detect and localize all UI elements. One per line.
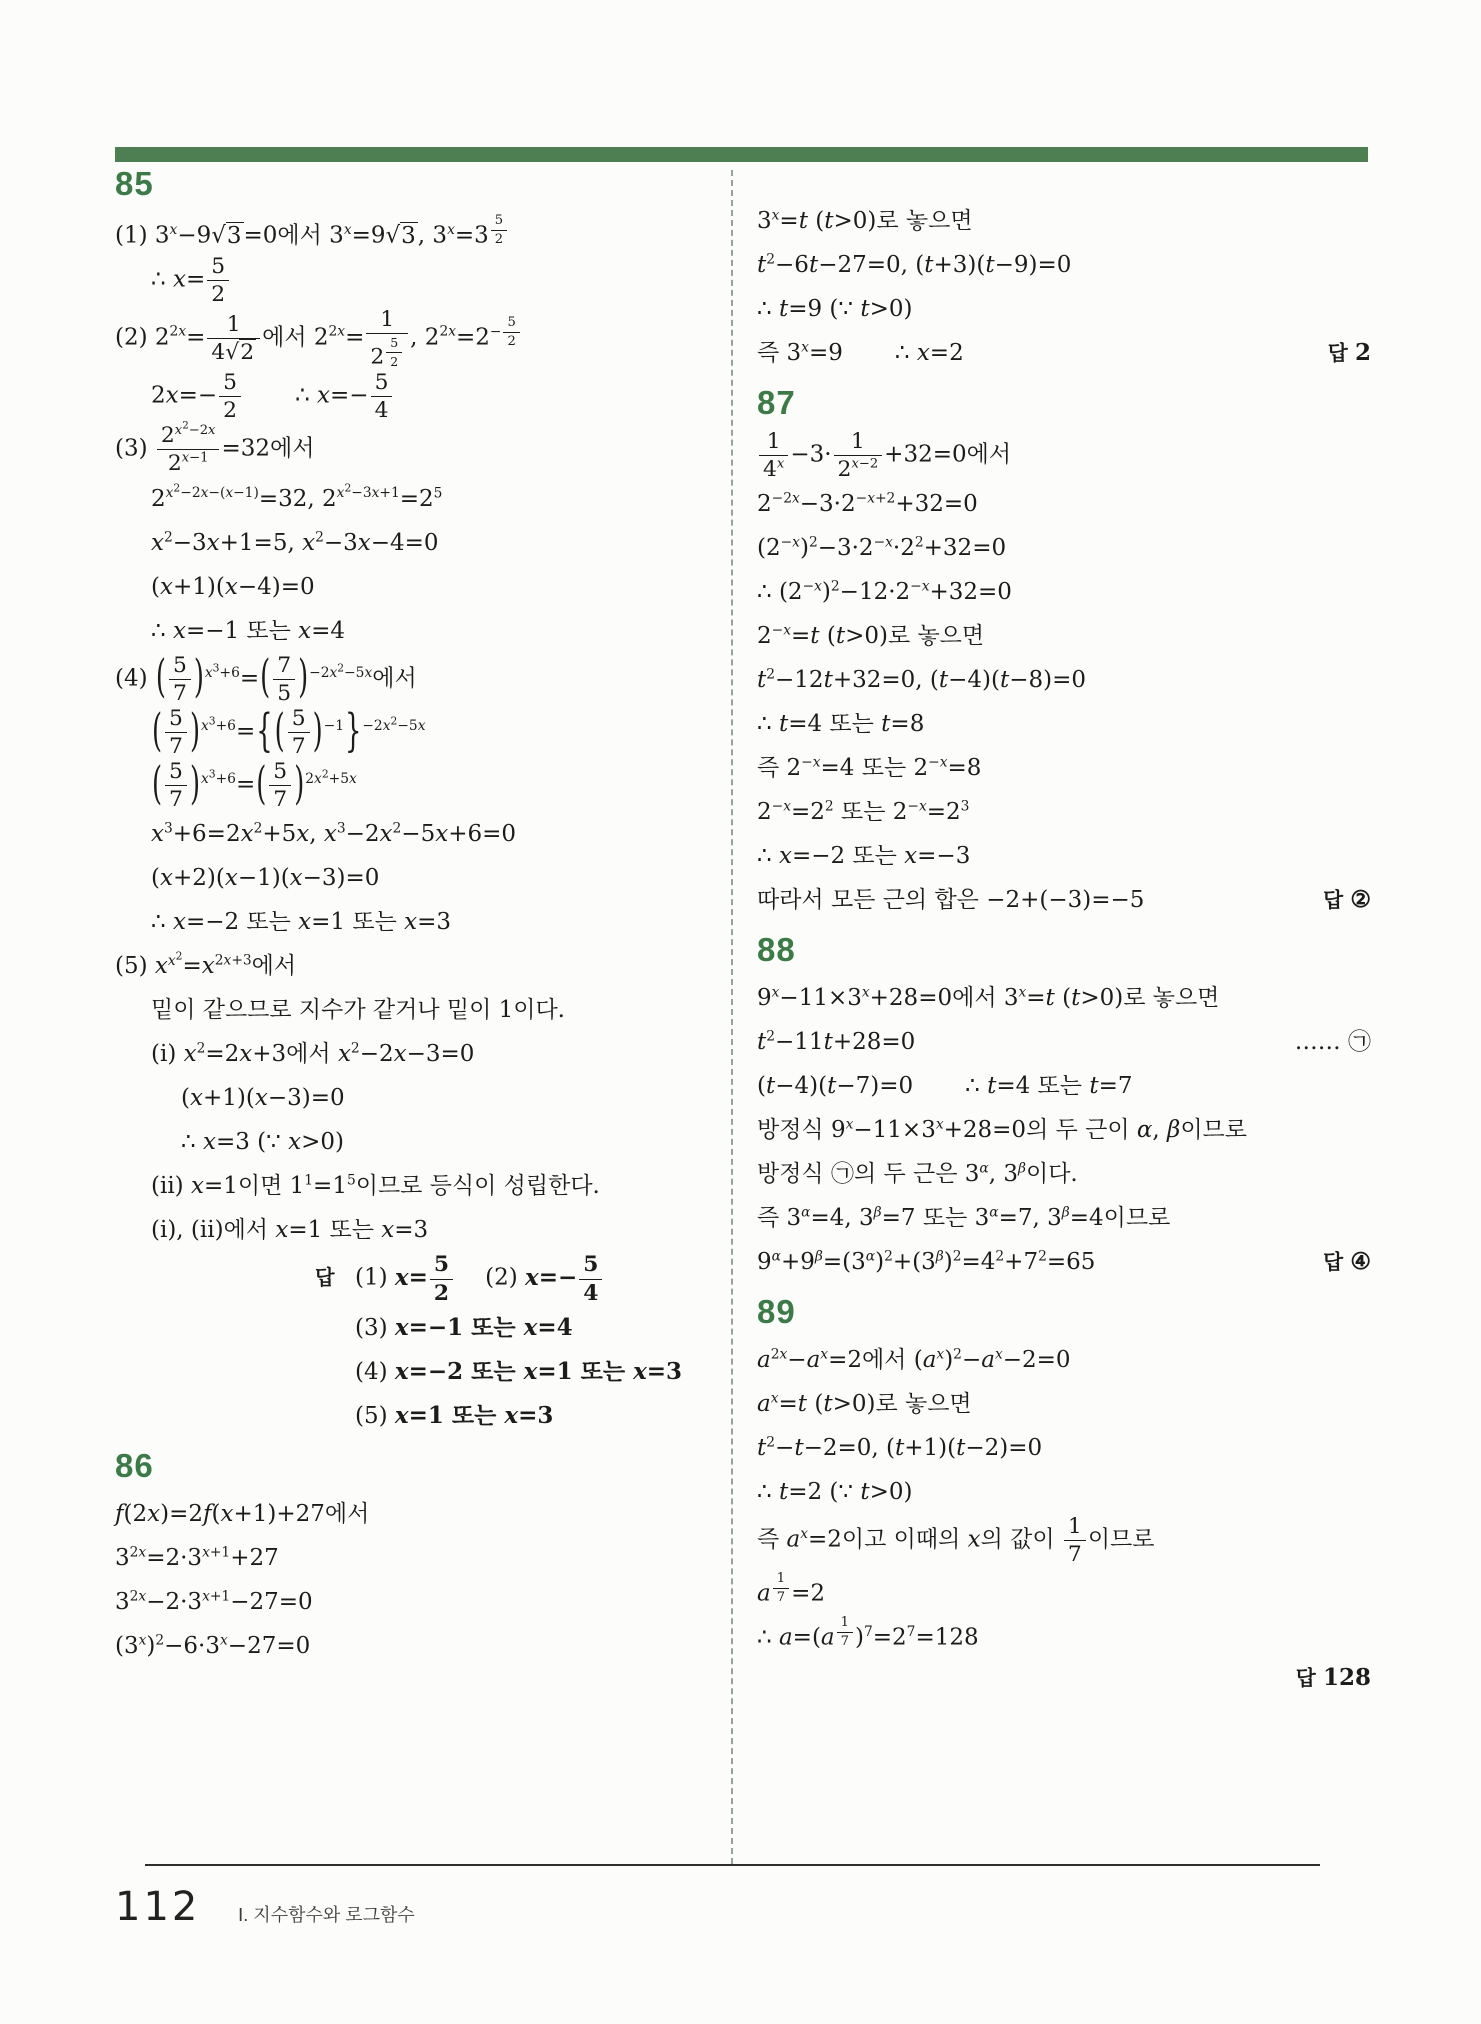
problem-number-87: 87 — [757, 384, 796, 421]
math-line — [115, 1209, 721, 1251]
math-line — [757, 1109, 1371, 1151]
math-line — [115, 371, 721, 422]
math-line — [757, 977, 1371, 1019]
math-expression: ∴ x= $\frac{5}{2}$ — [151, 255, 231, 306]
math-expression: 즉 $a^x=2$이고 이때의 x의 값이 $\frac{1}{7}$ 이므로 — [757, 1514, 1155, 1568]
math-line — [757, 527, 1371, 569]
math-expression: $2^{-x}=2^2$ 또는 $2^{-x}=2^3$ — [757, 798, 970, 826]
math-line — [757, 332, 1371, 374]
top-accent-bar — [115, 147, 1368, 162]
math-expression: (x+1)(x−3)=0 — [181, 1085, 345, 1112]
math-expression: 즉 $3^x=9$ ∴ x=2 — [757, 339, 964, 366]
math-line — [115, 1253, 721, 1304]
math-line — [757, 483, 1371, 525]
math-expression: $t^2-11t+28=0$ — [757, 1028, 916, 1056]
math-expression: (5) x=1 또는 x=3 — [355, 1401, 554, 1429]
answer-label: 답 — [1323, 1251, 1344, 1275]
math-expression: a $^{\frac{1}{7}}$ =2 — [757, 1570, 825, 1607]
math-line — [115, 1493, 721, 1535]
math-line — [115, 1165, 721, 1207]
math-expression: ∴ t=9 (∵ t>0) — [757, 295, 913, 322]
math-line — [115, 1395, 721, 1437]
math-expression: ∴ t=4 또는 t=8 — [757, 711, 925, 738]
problem-number-86: 86 — [115, 1446, 154, 1484]
math-expression: (3) x=−1 또는 x=4 — [355, 1313, 573, 1341]
math-line — [757, 879, 1371, 921]
math-expression: ∴ x=−1 또는 x=4 — [151, 617, 346, 644]
math-line — [115, 522, 721, 564]
math-expression: $(3^x)^2-6\cdot 3^x-27=0$ — [115, 1632, 311, 1659]
math-line — [115, 945, 721, 987]
math-line — [115, 478, 721, 520]
math-expression: (i), (ii)에서 x=1 또는 x=3 — [151, 1217, 429, 1244]
answer-badge: 답 2 — [1327, 338, 1371, 366]
math-expression: ( $\frac{5}{7}$ )$^{x^3+6}$=( $\frac{5}{7}$ )$^{2x^2+5x}$ — [152, 757, 357, 813]
math-expression: $3^{2x}=2\cdot 3^{x+1}+27$ — [115, 1544, 279, 1571]
math-expression: $\frac{1}{4^x}$ −3· $\frac{1}{2^{x-2}}$ +32=0에서 — [757, 430, 1011, 481]
math-line — [115, 211, 721, 253]
math-line — [115, 255, 721, 306]
math-line — [757, 835, 1371, 877]
math-line — [757, 791, 1371, 833]
math-line — [757, 1241, 1371, 1283]
math-expression: $a^x=t$ (t>0)로 놓으면 — [757, 1390, 972, 1418]
problem-number-88: 88 — [757, 931, 796, 969]
math-line — [757, 1065, 1371, 1107]
math-expression: $t^2-6t-27=0$, (t+3)(t−9)=0 — [757, 251, 1072, 278]
math-expression: ( $\frac{5}{7}$ )$^{x^3+6}$={( $\frac{5}{7}$ )$^{-1}$}$^{-2x^2-5x}$ — [152, 704, 426, 760]
math-line — [115, 857, 721, 899]
math-expression: 방정식 ㉠의 두 근은 $3^\alpha$, $3^\beta$이다. — [757, 1160, 1078, 1188]
math-line — [757, 1153, 1371, 1195]
math-line — [757, 1471, 1371, 1513]
page-number: 112 — [115, 1884, 201, 1930]
math-expression: ∴ t=2 (∵ t>0) — [757, 1479, 913, 1506]
math-line — [115, 1537, 721, 1579]
math-expression: 즉 $2^{-x}=4$ 또는 $2^{-x}=8$ — [757, 754, 982, 782]
math-expression: $3^x=t$ (t>0)로 놓으면 — [757, 207, 973, 234]
math-expression: $(2^{-x})^2-3\cdot 2^{-x}\cdot 2^2+32=0$ — [757, 534, 1007, 562]
math-expression: $2^{-2x}-3\cdot 2^{-x+2}+32=0$ — [757, 490, 978, 518]
answer-label: 답 — [1295, 1666, 1316, 1690]
math-expression: (2) $2^{2x}=$ $\frac{1}{4√2}$ 에서 $2^{2x}=$ 1 2 $^{\frac{5}{2}}$ , $2^{2x}=2^{- \frac{5}{2}}$ — [115, 308, 522, 369]
math-line — [115, 757, 721, 813]
math-line — [757, 747, 1371, 789]
math-line — [757, 430, 1371, 481]
math-line — [757, 1569, 1371, 1611]
math-expression: 즉 $3^\alpha=4$, $3^\beta=7$ 또는 $3^\alpha=7$, $3^\beta=4$이므로 — [757, 1204, 1171, 1232]
math-line — [757, 571, 1371, 613]
left-column — [115, 165, 721, 1669]
math-line — [757, 1021, 1371, 1063]
math-line — [115, 651, 721, 706]
math-line — [115, 1033, 721, 1075]
math-expression: f(2x)=2f(x+1)+27에서 — [115, 1500, 370, 1527]
math-expression: (x+2)(x−1)(x−3)=0 — [151, 865, 380, 892]
math-expression: (5) $x^{x^2}=x^{2x+3}$에서 — [115, 949, 297, 980]
answer-badge: 답 ④ — [1323, 1248, 1371, 1276]
reference-mark: …… ㉠ — [1294, 1029, 1371, 1056]
math-line — [757, 288, 1371, 330]
math-expression: ∴ $(2^{-x})^2-12\cdot 2^{-x}+32=0$ — [757, 578, 1012, 606]
right-column — [757, 200, 1371, 1701]
math-expression: $x^3+6=2x^2+5x$, $x^3-2x^2-5x+6=0$ — [151, 820, 516, 848]
column-divider — [731, 170, 733, 1864]
math-line — [757, 1515, 1371, 1566]
math-line — [115, 1581, 721, 1623]
math-expression: $9^x-11\times 3^x+28=0$에서 $3^x=t$ (t>0)로 놓으면 — [757, 984, 1220, 1012]
footer-rule — [145, 1864, 1320, 1866]
math-expression: $a^{2x}-a^x=2$에서 $(a^x)^2-a^x-2=0$ — [757, 1346, 1071, 1374]
math-line — [757, 615, 1371, 657]
math-line — [757, 1383, 1371, 1425]
math-line — [115, 1307, 721, 1349]
math-expression: (4) ( $\frac{5}{7}$ )$^{x^3+6}$=( $\frac{7}{5}$ )$^{-2x^2-5x}$에서 — [115, 651, 417, 706]
math-line — [115, 308, 721, 369]
math-line — [757, 1197, 1371, 1239]
math-expression: (t−4)(t−7)=0 ∴ t=4 또는 t=7 — [757, 1073, 1133, 1100]
answer-label: 답 — [315, 1267, 335, 1290]
math-expression: ∴ x=3 (∵ x>0) — [181, 1129, 344, 1156]
math-expression: ∴ x=−2 또는 x=−3 — [757, 843, 971, 870]
answer-label: 답 — [1323, 889, 1344, 913]
math-expression: ∴ a=(a $^{\frac{1}{7}}$ )$^7=2^7=128$ — [757, 1614, 979, 1651]
math-expression: 방정식 $9^x-11\times 3^x+28=0$의 두 근이 α, β이므로 — [757, 1116, 1247, 1144]
math-expression: (ii) x=1이면 $1^1=1^5$이므로 등식이 성립한다. — [151, 1172, 600, 1200]
math-line — [115, 1351, 721, 1393]
math-line — [115, 989, 721, 1031]
math-expression: $2^{x^2-2x-(x-1)}=32$, $2^{x^2-3x+1}=2^5$ — [151, 481, 443, 512]
problem-number-89: 89 — [757, 1293, 796, 1331]
math-expression: (1) x= $\frac{5}{2}$ (2) x=− $\frac{5}{4}$ — [355, 1253, 604, 1304]
math-expression: $x^2-3x+1=5$, $x^2-3x-4=0$ — [151, 528, 439, 556]
math-expression: 밑이 같으므로 지수가 같거나 밑이 1이다. — [151, 997, 565, 1024]
math-line — [115, 1625, 721, 1667]
math-line — [115, 1077, 721, 1119]
math-expression: (i) $x^2=2x+3$에서 $x^2-2x-3=0$ — [151, 1040, 475, 1068]
math-expression: 따라서 모든 근의 합은 −2+(−3)=−5 — [757, 887, 1145, 914]
answer-badge: 답 ② — [1323, 886, 1371, 914]
math-expression: $t^2-t-2=0$, (t+1)(t−2)=0 — [757, 1434, 1043, 1462]
math-expression: (4) x=−2 또는 x=1 또는 x=3 — [355, 1357, 683, 1385]
answer-line — [757, 1657, 1371, 1699]
math-expression: (1) $3^x-9√3=0$에서 $3^x=9√3$, $3^x=3$ $^{\frac{5}{2}}$ — [115, 214, 509, 250]
chapter-title: Ⅰ. 지수함수와 로그함수 — [238, 1905, 415, 1925]
math-line — [757, 200, 1371, 242]
math-expression: (3) $\frac{2^{x^2-2x}}{2^{x-1}}$ =32에서 — [115, 420, 315, 477]
math-line — [757, 703, 1371, 745]
answer-badge: 답 128 — [1295, 1663, 1371, 1691]
math-expression: $t^2-12t+32=0$, (t−4)(t−8)=0 — [757, 666, 1087, 694]
math-line — [115, 704, 721, 760]
math-line — [757, 1339, 1371, 1381]
math-line — [115, 420, 721, 477]
math-line — [757, 1613, 1371, 1655]
math-expression: (x+1)(x−4)=0 — [151, 573, 315, 600]
math-line — [757, 1427, 1371, 1469]
math-line — [115, 610, 721, 652]
math-line — [115, 813, 721, 855]
math-line — [115, 901, 721, 943]
math-expression: $3^{2x}-2\cdot 3^{x+1}-27=0$ — [115, 1588, 313, 1615]
problem-number-85: 85 — [115, 165, 154, 202]
math-expression: 2x=− $\frac{5}{2}$ ∴ x=− $\frac{5}{4}$ — [151, 371, 394, 422]
math-expression: ∴ x=−2 또는 x=1 또는 x=3 — [151, 909, 452, 936]
math-line — [115, 566, 721, 608]
math-expression: $9^\alpha+9^\beta=(3^\alpha)^2+(3^\beta)^2=4^2+7^2=65$ — [757, 1248, 1096, 1276]
math-line — [115, 1121, 721, 1163]
math-expression: $2^{-x}=t$ (t>0)로 놓으면 — [757, 622, 985, 650]
answer-label: 답 — [1327, 341, 1348, 365]
math-line — [757, 244, 1371, 286]
math-line — [757, 659, 1371, 701]
